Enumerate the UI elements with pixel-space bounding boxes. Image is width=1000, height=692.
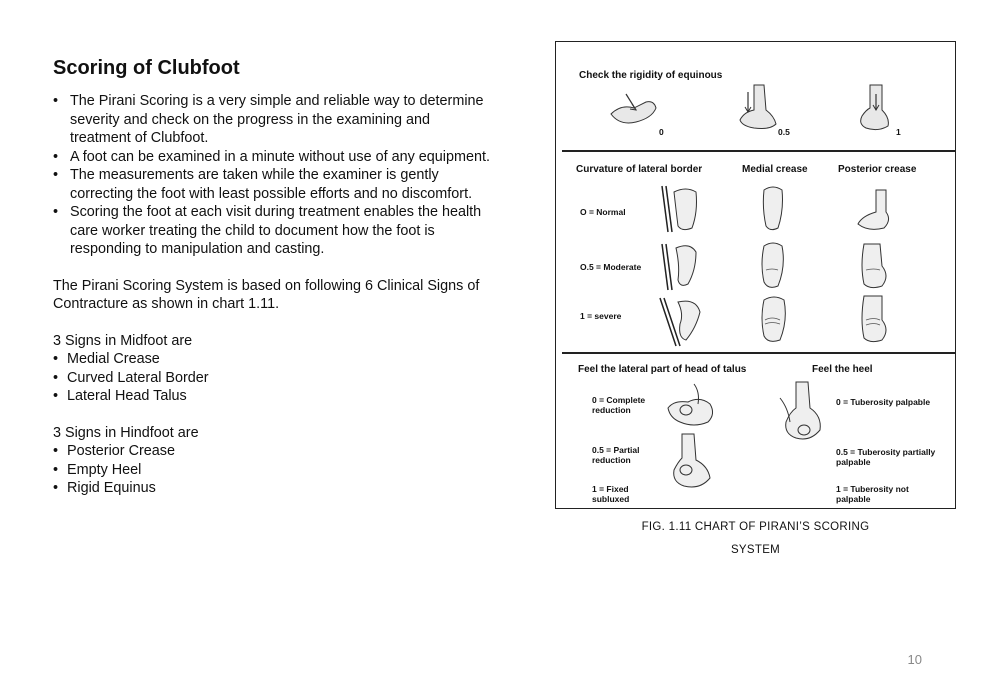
- bullet-list: [53, 92, 493, 259]
- row-label-moderate: O.5 = Moderate: [580, 262, 642, 272]
- intro-paragraph: The Pirani Scoring System is based on following 6 Clinical Signs of Contracture as shown in chart 1.11.: [53, 277, 480, 312]
- posterior-crease-moderate-illustration: [854, 240, 894, 292]
- posterior-crease-heading: Posterior crease: [838, 164, 917, 175]
- pirani-chart-figure: [555, 41, 956, 509]
- figure-caption-line2: SYSTEM: [730, 544, 781, 556]
- equinus-foot-0-illustration: [606, 84, 661, 136]
- lateral-border-moderate-illustration: [656, 240, 706, 292]
- equinus-score-05: 0.5: [778, 127, 790, 137]
- midfoot-item: • Curved Lateral Border: [67, 369, 493, 388]
- hindfoot-item: • Posterior Crease: [67, 442, 493, 461]
- page-title: Scoring of Clubfoot: [53, 57, 240, 79]
- rigidity-heading: Check the rigidity of equinous: [579, 70, 723, 81]
- hindfoot-list: [53, 442, 493, 498]
- bullet-item: • The measurements are taken while the examiner is gently correcting the foot with least possible efforts and no discomfort.: [70, 166, 493, 203]
- section-divider: [562, 352, 955, 354]
- medial-crease-heading: Medial crease: [742, 164, 808, 175]
- bullet-item: • A foot can be examined in a minute without use of any equipment.: [70, 148, 493, 167]
- row-label-severe: 1 = severe: [580, 311, 622, 321]
- hindfoot-item: • Empty Heel: [67, 461, 493, 480]
- lateral-border-heading: Curvature of lateral border: [576, 164, 703, 175]
- page-number: 10: [907, 652, 922, 667]
- hindfoot-item: • Rigid Equinus: [67, 479, 493, 498]
- equinus-foot-05-illustration: [734, 80, 784, 136]
- midfoot-item: • Medial Crease: [67, 350, 493, 369]
- figure-caption: FIG. 1.11 CHART OF PIRANI’S SCORING: [641, 521, 870, 533]
- talus-hand-illustration-2: [664, 430, 722, 496]
- lateral-border-normal-illustration: [656, 182, 706, 234]
- talus-label-complete: 0 = Complete reduction: [592, 395, 646, 415]
- section-divider: [562, 150, 955, 152]
- talus-label-partial: 0.5 = Partial reduction: [592, 445, 640, 465]
- midfoot-list: [53, 350, 493, 406]
- row-label-normal: O = Normal: [580, 207, 626, 217]
- posterior-crease-severe-illustration: [854, 292, 894, 346]
- medial-crease-moderate-illustration: [756, 240, 790, 292]
- hindfoot-heading: 3 Signs in Hindfoot are: [53, 424, 199, 441]
- heel-label-palpable: 0 = Tuberosity palpable: [836, 397, 931, 407]
- lateral-border-severe-illustration: [656, 294, 708, 350]
- talus-label-fixed: 1 = Fixed subluxed: [592, 484, 630, 504]
- heel-hand-illustration: [774, 378, 832, 446]
- talus-heading: Feel the lateral part of head of talus: [578, 364, 747, 375]
- heel-heading: Feel the heel: [812, 364, 873, 375]
- posterior-crease-normal-illustration: [852, 186, 898, 234]
- equinus-foot-1-illustration: [852, 80, 902, 136]
- medial-crease-severe-illustration: [756, 294, 792, 346]
- heel-label-not-palpable: 1 = Tuberosity not palpable: [836, 484, 909, 504]
- bullet-item: • Scoring the foot at each visit during treatment enables the health care worker treating the child to document how the foot is responding to manipulation and casting.: [70, 203, 493, 259]
- talus-hand-illustration-1: [664, 378, 724, 438]
- equinus-score-0: 0: [659, 127, 664, 137]
- text-column: [53, 56, 493, 498]
- medial-crease-normal-illustration: [756, 184, 790, 234]
- heel-label-partially-palpable: 0.5 = Tuberosity partially palpable: [836, 447, 936, 467]
- midfoot-item: • Lateral Head Talus: [67, 387, 493, 406]
- equinus-score-1: 1: [896, 127, 901, 137]
- midfoot-heading: 3 Signs in Midfoot are: [53, 332, 193, 349]
- bullet-item: • The Pirani Scoring is a very simple and reliable way to determine severity and check on the progress in the examining and treatment of Clubfoot.: [70, 92, 493, 148]
